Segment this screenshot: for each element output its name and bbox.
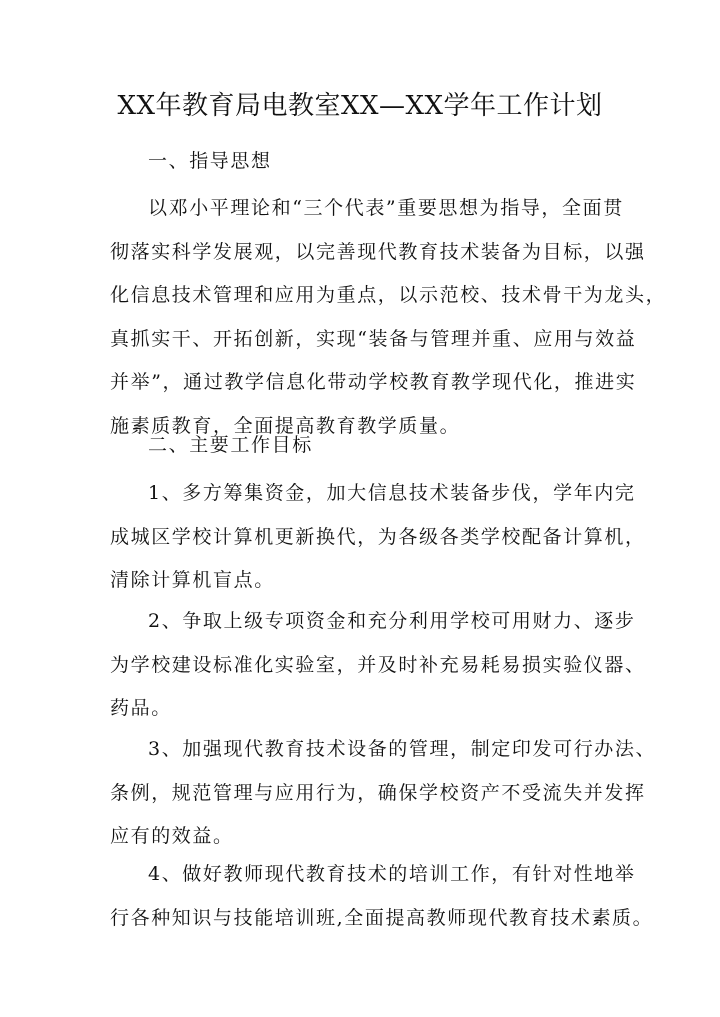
paragraph-line: 清除计算机盲点。 — [110, 569, 275, 591]
paragraph-line: 化信息技术管理和应用为重点，以示范校、技术骨干为龙头， — [110, 284, 667, 306]
paragraph-goal-1 — [110, 472, 646, 603]
paragraph-line: 4、做好教师现代教育技术的培训工作，有针对性地举 — [148, 863, 636, 885]
paragraph-line: 应有的效益。 — [110, 825, 234, 847]
paragraph-line: 以邓小平理论和“三个代表”重要思想为指导，全面贯 — [148, 197, 624, 219]
paragraph-line: 行各种知识与技能培训班,全面提高教师现代教育技术素质。 — [110, 906, 654, 929]
section-heading-main-goals: 二、主要工作目标 — [148, 434, 313, 456]
paragraph-goal-4 — [110, 853, 654, 940]
paragraph-line: 药品。 — [110, 697, 172, 719]
paragraph-goal-2 — [110, 600, 646, 731]
paragraph-line: 成城区学校计算机更新换代，为各级各类学校配备计算机， — [110, 525, 646, 548]
section-heading-guiding-ideology: 一、指导思想 — [148, 150, 272, 172]
paragraph-goal-3 — [110, 728, 657, 859]
paragraph-line: 为学校建设标准化实验室，并及时补充易耗易损实验仪器、 — [110, 653, 646, 676]
paragraph-line: 彻落实科学发展观，以完善现代教育技术装备为目标，以强 — [110, 240, 646, 263]
paragraph-line: 3、加强现代教育技术设备的管理，制定印发可行办法、 — [148, 738, 657, 760]
document-title: XX年教育局电教室XX—XX学年工作计划 — [117, 91, 603, 121]
paragraph-line: 施素质教育，全面提高教育教学质量。 — [110, 414, 461, 437]
paragraph-guiding-ideology — [110, 187, 667, 448]
paragraph-line: 1、多方筹集资金，加大信息技术装备步伐，学年内完 — [148, 482, 636, 504]
paragraph-line: 并举”，通过教学信息化带动学校教育教学现代化，推进实 — [110, 371, 637, 393]
paragraph-line: 条例，规范管理与应用行为，确保学校资产不受流失并发挥 — [110, 781, 646, 804]
paragraph-line: 2、争取上级专项资金和充分利用学校可用财力、逐步 — [148, 610, 636, 632]
paragraph-line: 真抓实干、开拓创新，实现“装备与管理并重、应用与效益 — [110, 327, 637, 350]
